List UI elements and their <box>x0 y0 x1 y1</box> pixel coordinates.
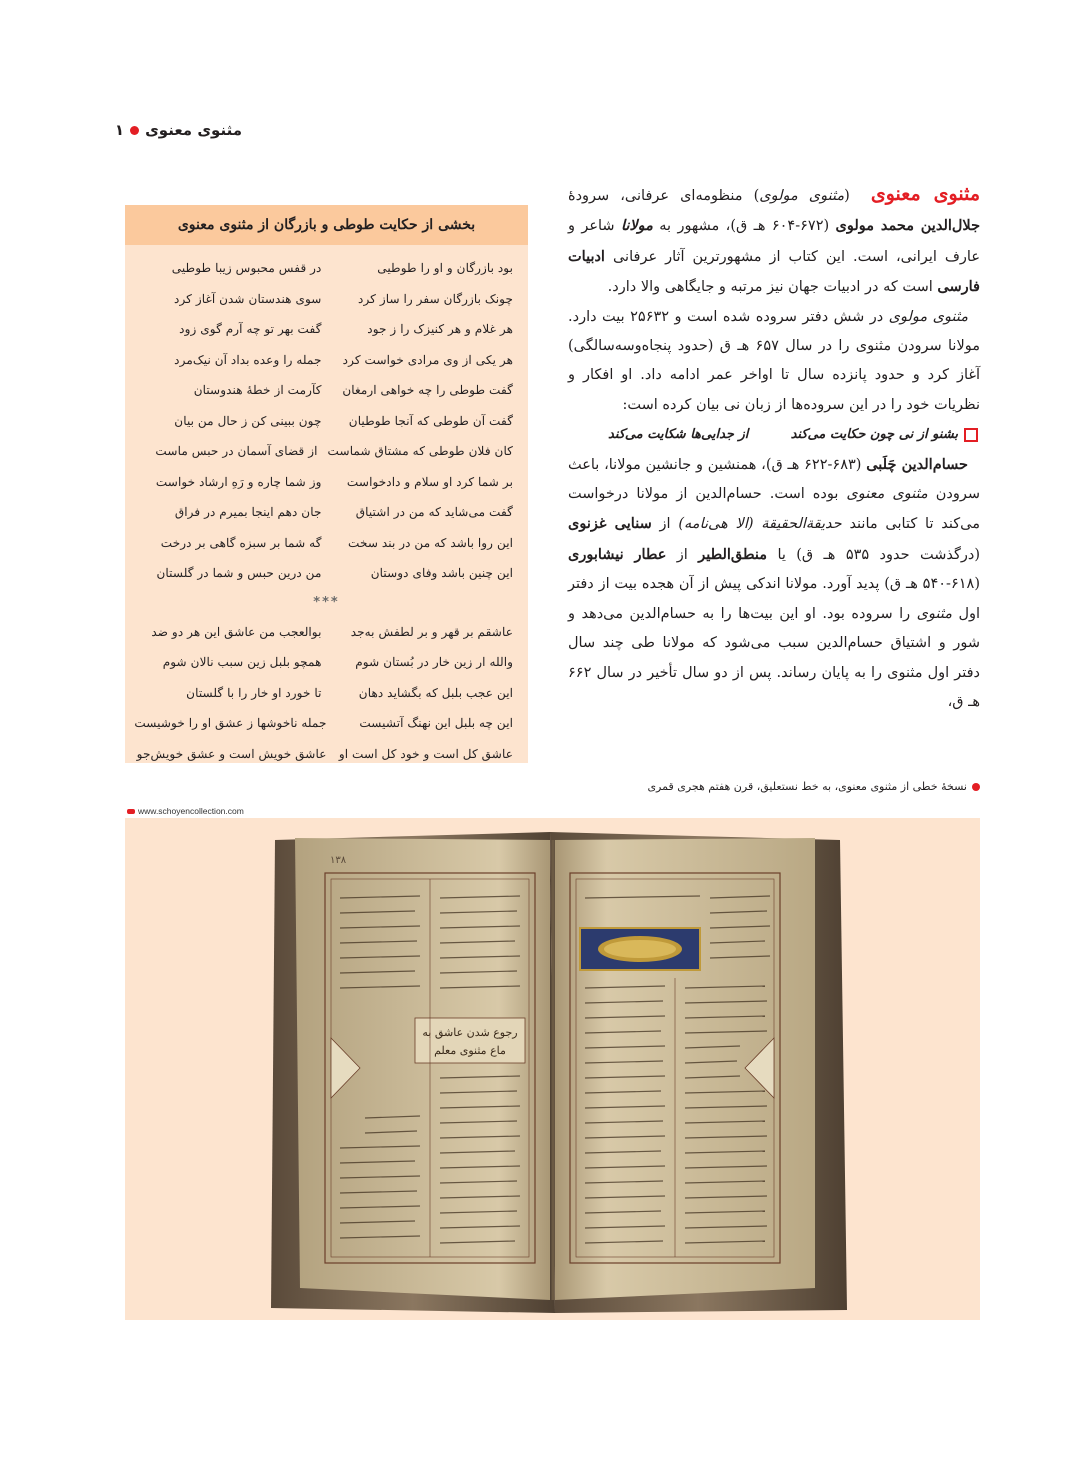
poem-couplet <box>140 436 513 467</box>
hemistich-second: جمله ناخوشها ز عشق او را خوشیست <box>134 716 327 730</box>
hemistich-first: هر یکی از وی مرادی خواست کرد <box>342 352 513 367</box>
hemistich-second: جان دهم اینجا بمیرم در فراق <box>174 505 322 519</box>
poem-couplet <box>140 647 513 678</box>
article-body <box>568 180 980 717</box>
header-title: مثنوی معنوی <box>145 121 242 139</box>
text-run: (۶۷۲-۶۰۴ هـ ق)، مشهور به <box>659 218 830 235</box>
hemistich-second: سوی هندستان شدن آغاز کرد <box>174 291 322 306</box>
article-paragraph-3 <box>568 450 980 718</box>
hemistich-second: گه شما بر سبزه گاهی بر درخت <box>160 535 322 550</box>
hemistich-second: بوالعجب من عاشق این هر دو ضد <box>151 624 322 639</box>
poem-couplet <box>140 558 513 589</box>
article-paragraph-2 <box>568 303 980 421</box>
illuminated-cartouche-inner <box>604 940 676 958</box>
text-run: سنایی غزنوی <box>568 515 652 533</box>
square-bullet-icon <box>964 428 978 442</box>
poem-couplet <box>140 617 513 648</box>
text-run: مثنوی مولوی <box>759 188 845 204</box>
poem-couplet <box>140 314 513 345</box>
verse-hemistich: بشنو از نی چون حکایت می‌کند <box>790 427 958 443</box>
poem-couplet <box>136 739 513 770</box>
text-run: مثنوی معنوی <box>846 486 928 503</box>
text-run: مثنوی مولوی <box>888 308 969 325</box>
poem-couplet <box>134 708 513 739</box>
poem-couplet <box>140 284 513 315</box>
hemistich-first: هر غلام و هر کنیزک را ز جود <box>367 322 513 336</box>
hemistich-first: کان فلان طوطی که مشتاق شماست <box>327 444 513 458</box>
figure-caption <box>647 780 980 793</box>
right-page <box>555 838 815 1300</box>
poem-separator: *** <box>313 594 340 610</box>
text-run: را سروده بود. او این بیت‌ها را به حسام‌الدین می‌دهد و شور و اشتیاق حسام‌الدین سبب می‌شود که مولانا طی چند سال دفتر اول مثنوی را به پایان رساند. پس از دو سال تأخیر در سال ۶۶۲ هـ ق، <box>568 605 980 710</box>
text-run: مثنوی <box>916 605 952 622</box>
left-heading-text-1: رجوع شدن عاشق به <box>422 1026 518 1039</box>
text-run: ( <box>844 188 850 204</box>
hemistich-first: والله ار زین خار در بُستان شوم <box>355 655 513 669</box>
hemistich-second: تا خورد او خار را با گلستان <box>186 685 322 700</box>
article-title: مثنوی معنوی <box>870 183 981 205</box>
text-run: شاعر و عارف ایرانی، است. این کتاب از مشهورترین آثار عرفانی <box>568 218 980 265</box>
text-run: ادبیات فارسی <box>568 247 980 296</box>
photo-credit <box>127 806 244 816</box>
page-number: ۱ <box>114 121 125 139</box>
hemistich-first: این عجب بلبل که بگشاید دهان <box>358 685 513 700</box>
hemistich-first: چونک بازرگان سفر را ساز کرد <box>358 291 513 306</box>
hemistich-second: وز شما چاره و رَهِ ارشاد خواست <box>155 474 322 489</box>
hemistich-second: گفت بهر تو چه آرم گوی زود <box>179 322 322 336</box>
manuscript-page-number: ۱۳۸ <box>330 855 347 866</box>
manuscript-photo <box>125 818 980 1320</box>
text-run: (۶۱۸-۵۴۰ هـ ق) پدید آورد. مولانا اندکی پیش از آن هجده بیت از دفتر اول <box>568 576 981 622</box>
text-run: عطار نیشابوری <box>568 545 667 563</box>
hemistich-second: در قفس محبوس زیبا طوطیی <box>171 261 322 275</box>
text-run: بوده است. حسام‌الدین از مولانا درخواست می‌کند تا کتابی مانند <box>568 486 981 533</box>
hemistich-second: عاشق خویش است و عشق خویش‌جو <box>136 746 327 761</box>
hemistich-first: گفت می‌شاید که من در اشتیاق <box>355 505 513 519</box>
hemistich-second: همچو بلبل زین سبب نالان شوم <box>162 655 322 669</box>
hemistich-first: گفت طوطی را چه خواهی ارمغان <box>342 383 513 397</box>
quoted-verse <box>568 420 980 449</box>
hemistich-second: من درین حبس و شما در گلستان <box>156 566 322 580</box>
text-run: در شش دفتر سروده شده است و ۲۵۶۳۲ بیت دارد. مولانا سرودن مثنوی را در سال ۶۵۷ هـ ق (حدود پنجاه‌وسه‌سالگی) آغاز کرد و حدود پانزده سال تا اواخر عمر ادامه داد. او افکار و نظریات خود را در این سروده‌ها از زبان نی بیان کرده است: <box>568 308 980 413</box>
hemistich-second: از قضای آسمان در حبس ماست <box>155 444 318 458</box>
poem-couplet <box>140 497 513 528</box>
poem-box <box>125 205 528 763</box>
text-run: (درگذشت حدود ۵۳۵ هـ ق) یا <box>777 546 980 563</box>
hemistich-second: جمله را وعده بداد آن نیک‌مرد <box>174 352 322 367</box>
poem-couplet <box>140 678 513 709</box>
poem-couplet <box>140 528 513 559</box>
hemistich-first: بر شما کرد او سلام و دادخواست <box>346 474 513 489</box>
poem-couplet <box>140 467 513 498</box>
bullet-icon <box>972 783 980 791</box>
text-run: است که در ادبیات جهان نیز مرتبه و جایگاهی والا دارد. <box>607 279 933 296</box>
hemistich-first: گفت آن طوطی که آنجا طوطیان <box>348 413 513 428</box>
text-run: ) منظومه‌ای عرفانی، سرودهٔ <box>568 188 760 204</box>
text-run: (۶۸۳-۶۲۲ هـ ق)، همنشین و جانشین مولانا، باعث سرودن <box>568 456 981 503</box>
credit-text: www.schoyencollection.com <box>138 806 244 816</box>
poem-couplet <box>140 345 513 376</box>
bullet-icon <box>130 126 139 135</box>
poem-couplet <box>140 375 513 406</box>
hemistich-second: چون ببینی کن ز حال من بیان <box>174 413 322 428</box>
hemistich-first: عاشق کل است و خود کل است او <box>338 746 513 761</box>
verse-hemistich: از جدایی‌ها شکایت می‌کند <box>608 427 749 443</box>
manuscript-illustration <box>125 818 980 1320</box>
poem-couplet <box>140 253 513 284</box>
text-run: جلال‌الدین محمد مولوی <box>835 217 981 235</box>
hemistich-first: این چه بلبل این نهنگ آتشیست <box>359 716 513 730</box>
running-header <box>112 118 242 142</box>
hemistich-first: این روا باشد که من در بند سخت <box>347 535 513 550</box>
poem-rows <box>125 245 528 769</box>
text-run: منطق‌الطیر <box>698 545 768 563</box>
hemistich-second: کآرمت از خطهٔ هندوستان <box>193 383 322 397</box>
text-run: از <box>659 516 671 533</box>
text-run: از <box>676 546 688 563</box>
text-run: حسام‌الدین چَلَبی <box>866 455 969 473</box>
camera-icon <box>127 809 135 814</box>
poem-box-title: بخشی از حکایت طوطی و بازرگان از مثنوی معنوی <box>125 205 528 245</box>
hemistich-first: عاشقم بر قهر و بر لطفش به‌جد <box>350 624 513 639</box>
text-run: حدیقة‌الحقیقة (الا هی‌نامه) <box>678 516 842 533</box>
poem-couplet <box>140 406 513 437</box>
text-run: مولانا <box>620 217 653 235</box>
article-paragraph-1 <box>568 180 980 303</box>
hemistich-first: بود بازرگان و او را طوطیی <box>377 261 513 275</box>
caption-text: نسخهٔ خطی از مثنوی معنوی، به خط نستعلیق، قرن هفتم هجری قمری <box>647 780 967 793</box>
hemistich-first: این چنین باشد وفای دوستان <box>370 566 513 580</box>
left-heading-text-2: ماع مثنوی معلم <box>434 1044 506 1057</box>
